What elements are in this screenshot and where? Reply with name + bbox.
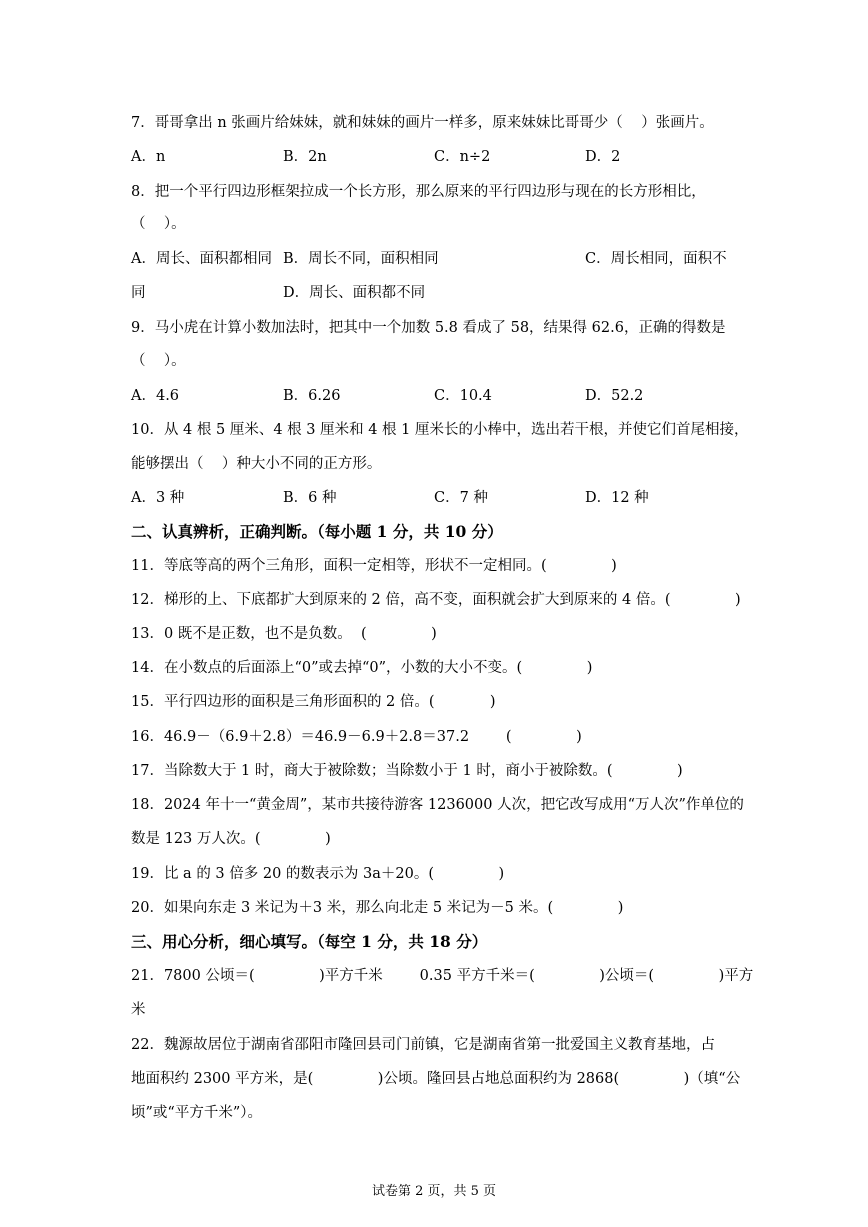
question-17: 17．当除数大于 1 时，商大于被除数；当除数小于 1 时，商小于被除数。( )	[131, 763, 683, 779]
question-10-stem-line2: 能够摆出（ ）种大小不同的正方形。	[131, 456, 382, 472]
question-22-line1: 22．魏源故居位于湖南省邵阳市隆回县司门前镇，它是湖南省第一批爱国主义教育基地，占	[131, 1037, 715, 1053]
q9-option-c: C．10.4	[434, 388, 492, 404]
q8-option-a: A．周长、面积都相同	[131, 251, 272, 267]
q10-option-b: B．6 种	[283, 490, 337, 506]
question-10-stem-line1: 10．从 4 根 5 厘米、4 根 3 厘米和 4 根 1 厘米长的小棒中，选出若干根，并使它们首尾相接，	[131, 422, 749, 438]
section-3-title: 三、用心分析，细心填写。（每空 1 分，共 18 分）	[131, 932, 488, 951]
question-7-stem: 7．哥哥拿出 n 张画片给妹妹，就和妹妹的画片一样多，原来妹妹比哥哥少（ ）张画片。	[131, 115, 714, 131]
question-9-stem-line2: （ ）。	[131, 353, 186, 369]
q10-option-a: A．3 种	[131, 490, 185, 506]
question-20: 20．如果向东走 3 米记为＋3 米，那么向北走 5 米记为－5 米。( )	[131, 900, 624, 916]
question-8-stem-line1: 8．把一个平行四边形框架拉成一个长方形，那么原来的平行四边形与现在的长方形相比，	[131, 184, 706, 200]
q7-option-a: A．n	[131, 149, 166, 165]
page-footer: 试卷第 2 页，共 5 页	[371, 1184, 497, 1199]
section-2-title: 二、认真辨析，正确判断。（每小题 1 分，共 10 分）	[131, 522, 503, 541]
q7-option-d: D．2	[585, 149, 621, 165]
q10-option-c: C．7 种	[434, 490, 488, 506]
q8-option-d: D．周长、面积都不同	[283, 285, 426, 301]
q8-option-c: C．周长相同，面积不	[585, 251, 727, 267]
question-19: 19．比 a 的 3 倍多 20 的数表示为 3a＋20。( )	[131, 866, 505, 882]
question-21-line2: 米	[131, 1002, 146, 1018]
question-18-line1: 18．2024 年十一“黄金周”，某市共接待游客 1236000 人次，把它改写成用“万人次”作单位的	[131, 797, 744, 813]
q8-option-b: B．周长不同，面积相同	[283, 251, 439, 267]
question-8-stem-line2: （ ）。	[131, 216, 186, 232]
q8-option-c-continued: 同	[131, 285, 146, 301]
q10-option-d: D．12 种	[585, 490, 649, 506]
question-12: 12．梯形的上、下底都扩大到原来的 2 倍，高不变，面积就会扩大到原来的 4 倍。( )	[131, 592, 741, 608]
question-16: 16．46.9－（6.9＋2.8）＝46.9－6.9＋2.8＝37.2 ( )	[131, 729, 582, 745]
q7-option-b: B．2n	[283, 149, 327, 165]
q9-option-d: D．52.2	[585, 388, 644, 404]
question-22-line3: 顷”或“平方千米”）。	[131, 1105, 262, 1121]
question-18-line2: 数是 123 万人次。( )	[131, 831, 331, 847]
q9-option-b: B．6.26	[283, 388, 341, 404]
question-13: 13．0 既不是正数，也不是负数。 ( )	[131, 626, 437, 642]
question-11: 11．等底等高的两个三角形，面积一定相等，形状不一定相同。( )	[131, 558, 617, 574]
question-14: 14．在小数点的后面添上“0”或去掉“0”，小数的大小不变。( )	[131, 660, 593, 676]
question-9-stem-line1: 9．马小虎在计算小数加法时，把其中一个加数 5.8 看成了 58，结果得 62.6，正确的得数是	[131, 320, 726, 336]
question-15: 15．平行四边形的面积是三角形面积的 2 倍。( )	[131, 694, 496, 710]
q9-option-a: A．4.6	[131, 388, 180, 404]
question-21-line1: 21．7800 公顷＝( )平方千米 0.35 平方千米＝( )公顷＝( )平方	[131, 968, 754, 984]
q7-option-c: C．n÷2	[434, 149, 491, 165]
question-22-line2: 地面积约 2300 平方米，是( )公顷。隆回县占地总面积约为 2868( )（填“公	[131, 1071, 741, 1087]
